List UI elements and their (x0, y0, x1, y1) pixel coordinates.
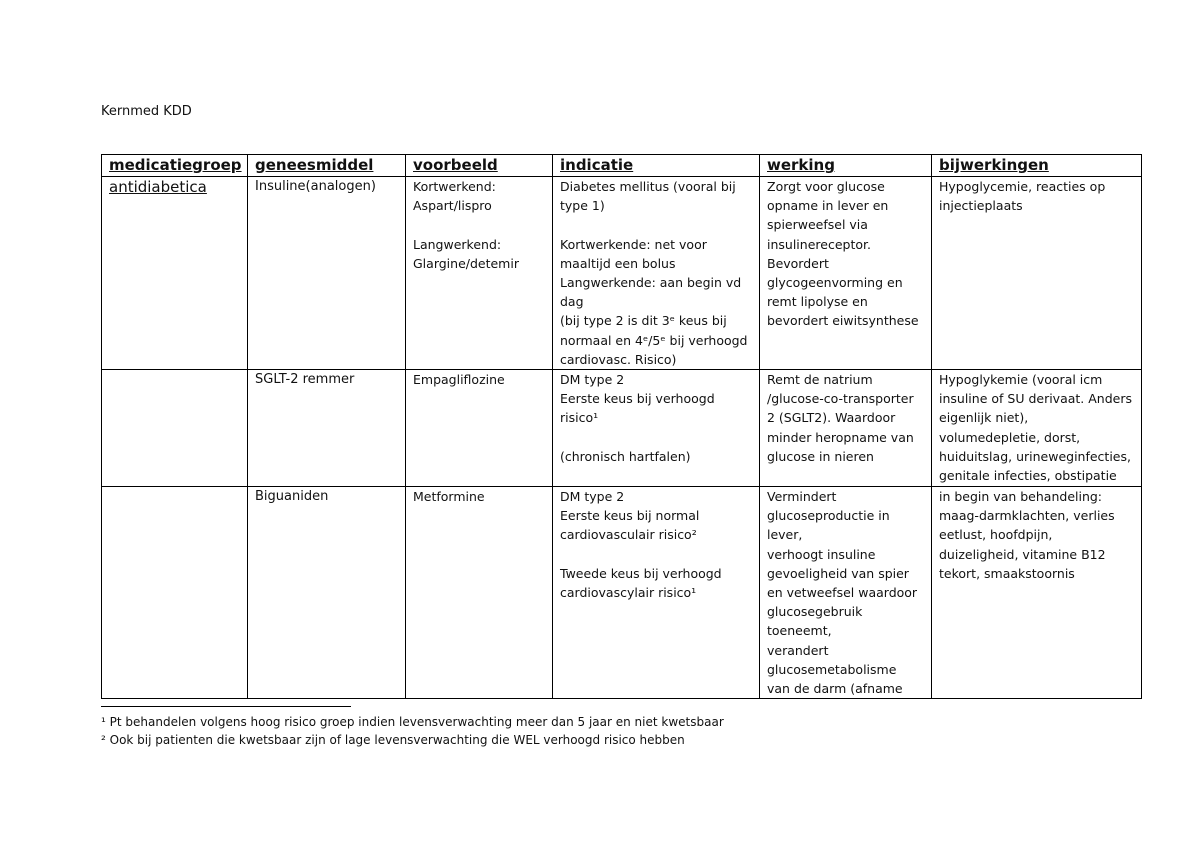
footnote-2: ² Ook bij patienten die kwetsbaar zijn of lage levensverwachting die WEL verhoogd risico hebben (101, 733, 685, 747)
example-cell: Kortwerkend: Aspart/lispro Langwerkend: Glargine/detemir (406, 177, 553, 370)
table-row (102, 487, 1142, 699)
header-indicatie: indicatie (553, 155, 760, 177)
header-werking: werking (760, 155, 932, 177)
group-cell (102, 487, 248, 699)
footnote-separator (101, 706, 351, 707)
action-cell: Zorgt voor glucose opname in lever en spierweefsel via insulinereceptor. Bevordert glycogeenvorming en remt lipolyse en bevordert eiwitsynthese (760, 177, 932, 370)
indication-cell: DM type 2 Eerste keus bij verhoogd risico¹ (chronisch hartfalen) (553, 370, 760, 487)
group-cell (102, 370, 248, 487)
footnote-1: ¹ Pt behandelen volgens hoog risico groep indien levensverwachting meer dan 5 jaar en niet kwetsbaar (101, 715, 724, 729)
header-bijwerkingen: bijwerkingen (932, 155, 1142, 177)
action-cell: Remt de natrium /glucose-co-transporter 2 (SGLT2). Waardoor minder heropname van glucose in nieren (760, 370, 932, 487)
indication-cell: Diabetes mellitus (vooral bij type 1) Kortwerkende: net voor maaltijd een bolus Langwerkende: aan begin vd dag (bij type 2 is dit 3ᵉ keus bij normaal en 4ᵉ/5ᵉ bij verhoogd cardiovasc. Risico) (553, 177, 760, 370)
group-cell: antidiabetica (102, 177, 248, 370)
medication-table (101, 154, 1142, 699)
drug-cell: SGLT-2 remmer (248, 370, 406, 487)
header-voorbeeld: voorbeeld (406, 155, 553, 177)
document-title: Kernmed KDD (101, 104, 192, 119)
drug-cell: Biguaniden (248, 487, 406, 699)
side-effects-cell: Hypoglykemie (vooral icm insuline of SU derivaat. Anders eigenlijk niet), volumedepletie, dorst, huiduitslag, urineweginfecties, genitale infecties, obstipatie (932, 370, 1142, 487)
side-effects-cell: Hypoglycemie, reacties op injectieplaats (932, 177, 1142, 370)
footnotes (101, 713, 724, 749)
table-row (102, 177, 1142, 370)
example-cell: Metformine (406, 487, 553, 699)
indication-cell: DM type 2 Eerste keus bij normal cardiovasculair risico² Tweede keus bij verhoogd cardiovascylair risico¹ (553, 487, 760, 699)
header-geneesmiddel: geneesmiddel (248, 155, 406, 177)
action-cell: Vermindert glucoseproductie in lever, verhoogt insuline gevoeligheid van spier en vetweefsel waardoor glucosegebruik toeneemt, verandert glucosemetabolisme van de darm (afname (760, 487, 932, 699)
side-effects-cell: in begin van behandeling: maag-darmklachten, verlies eetlust, hoofdpijn, duizeligheid, vitamine B12 tekort, smaakstoornis (932, 487, 1142, 699)
drug-cell: Insuline(analogen) (248, 177, 406, 370)
table-row (102, 370, 1142, 487)
example-cell: Empagliflozine (406, 370, 553, 487)
header-medicatiegroep: medicatiegroep (102, 155, 248, 177)
table-header-row (102, 155, 1142, 177)
